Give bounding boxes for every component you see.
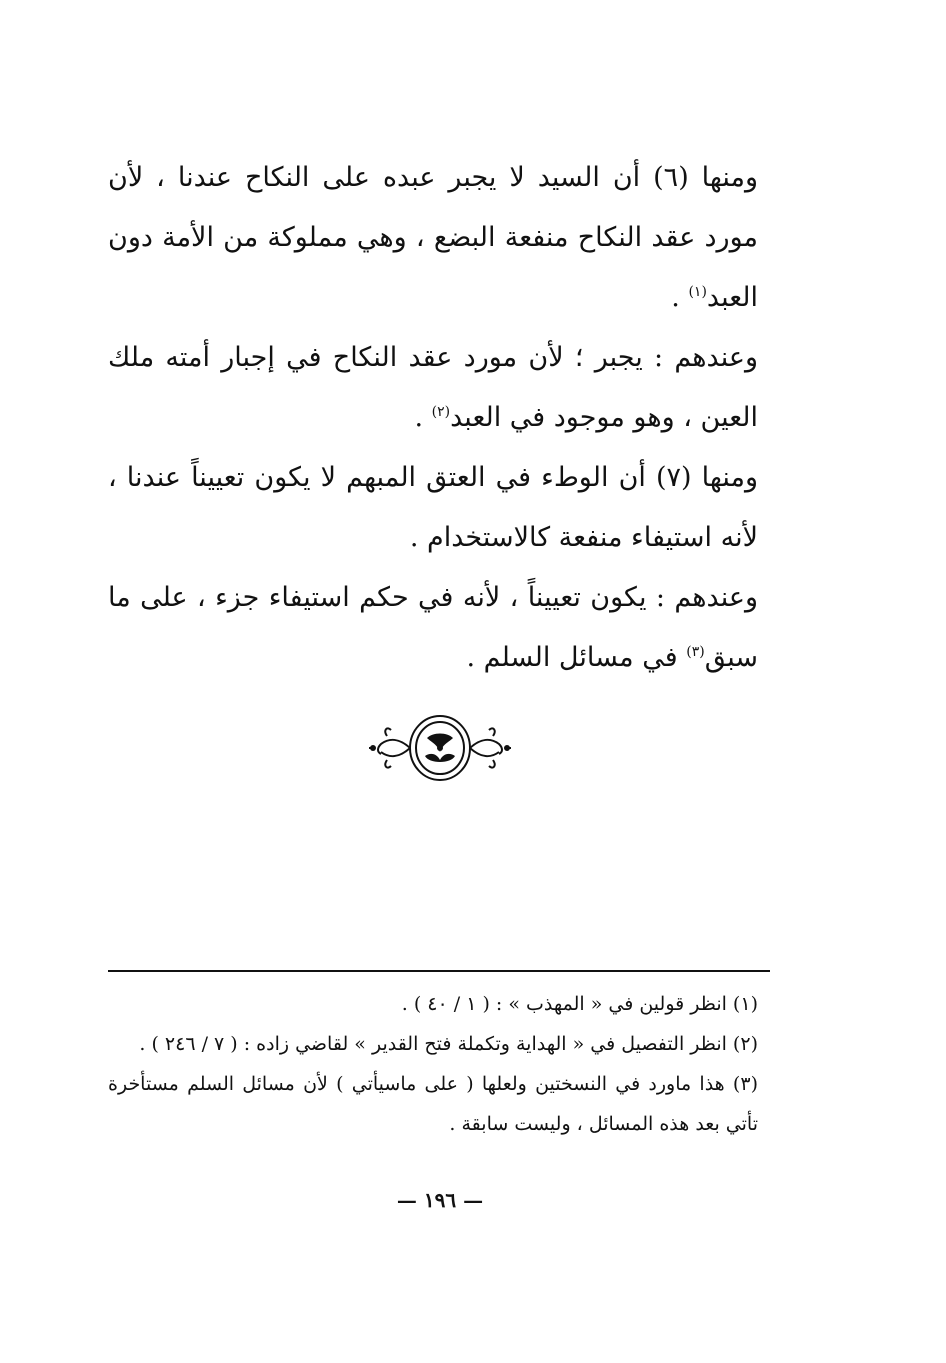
decorative-ornament [367, 708, 513, 788]
paragraph-text: ومنها (٦) أن السيد لا يجبر عبده على النكاح عندنا ، لأن مورد عقد النكاح منفعة البضع ، وهي مملوكة من الأمة دون العبد [108, 162, 759, 313]
paragraph-2 [108, 328, 758, 448]
footnote-2: (٢) انظر التفصيل في « الهداية وتكملة فتح القدير » لقاضي زاده : ( ٧ / ٢٤٦ ) . [139, 1033, 758, 1055]
paragraph-tail: في مسائل السلم . [466, 642, 687, 673]
footnote-ref-2: (٢) [431, 404, 451, 420]
paragraph-tail: . [414, 402, 432, 433]
footnotes-section [108, 984, 758, 1144]
paragraph-text: وعندهم : يجبر ؛ لأن مورد عقد النكاح في إجبار أمته ملك العين ، وهو موجود في العبد [108, 342, 758, 433]
paragraph-tail: . [671, 282, 689, 313]
footnote-3: (٣) هذا ماورد في النسختين ولعلها ( على ماسيأتي ) لأن مسائل السلم مستأخرة تأتي بعد هذه المسائل ، وليست سابقة . [108, 1073, 758, 1135]
footnote-divider [108, 970, 770, 972]
footnote-ref-1: (١) [688, 284, 707, 300]
paragraph-4 [108, 568, 758, 688]
paragraph-1 [108, 148, 758, 328]
main-text-block [108, 148, 758, 688]
footnote-1: (١) انظر قولين في « المهذب » : ( ١ / ٤٠ ) . [401, 993, 758, 1015]
page-number: — ١٩٦ — [396, 1188, 484, 1212]
paragraph-text: وعندهم : يكون تعييناً ، لأنه في حكم استيفاء جزء ، على ما سبق [108, 582, 758, 673]
paragraph-3 [108, 448, 758, 568]
paragraph-text: ومنها (٧) أن الوطء في العتق المبهم لا يكون تعييناً عندنا ، لأنه استيفاء منفعة كالاستخدام . [108, 462, 758, 553]
footnote-ref-3: (٣) [686, 644, 705, 660]
